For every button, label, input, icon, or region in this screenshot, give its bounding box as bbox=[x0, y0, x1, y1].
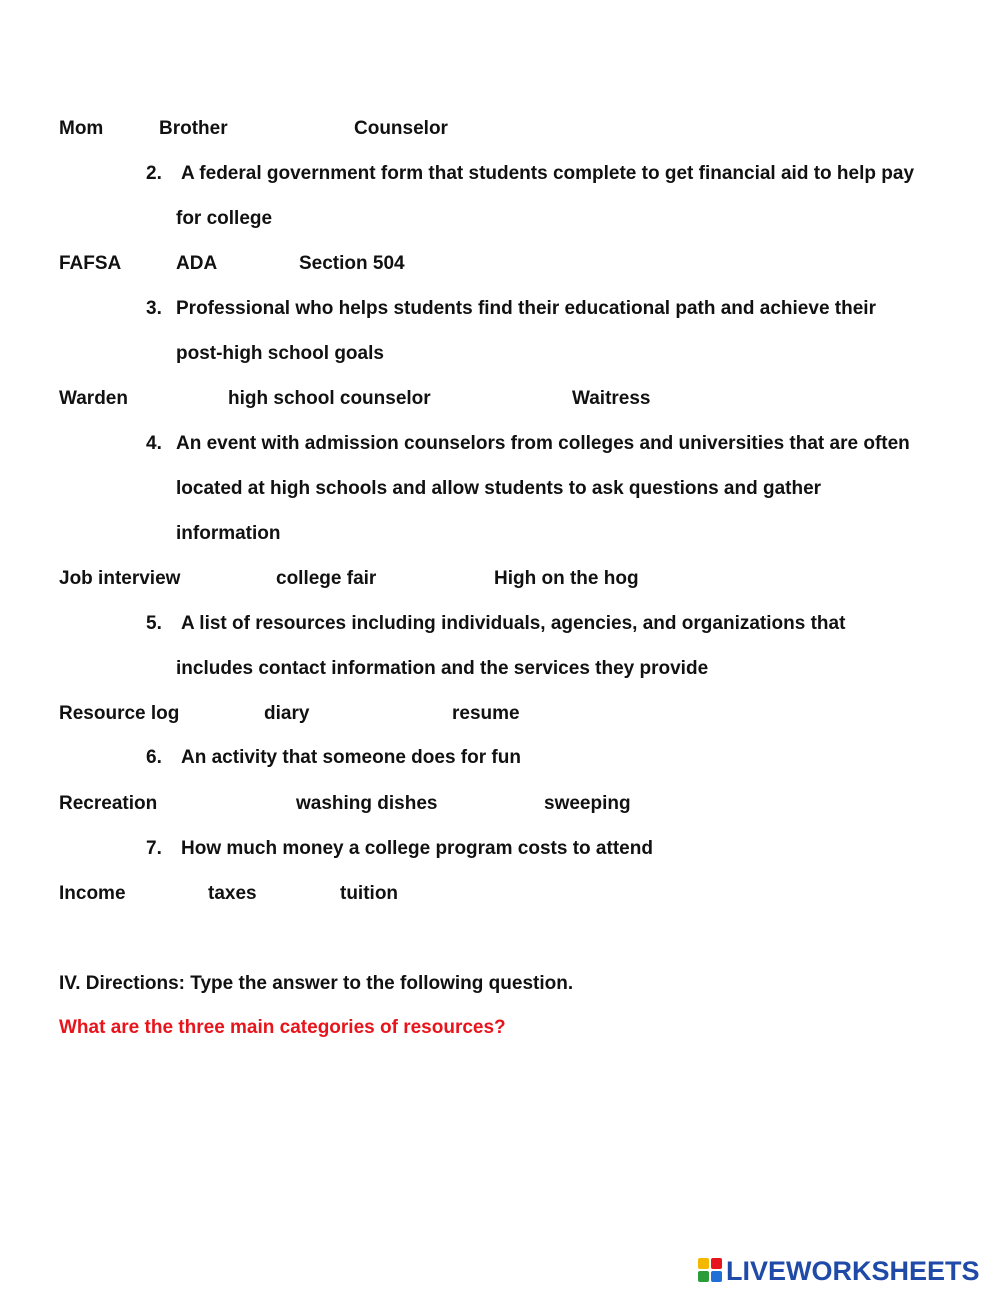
question-5-number: 5. bbox=[146, 613, 162, 634]
option-income[interactable]: Income bbox=[59, 883, 126, 904]
option-counselor[interactable]: Counselor bbox=[354, 118, 448, 139]
liveworksheets-logo bbox=[698, 1257, 980, 1285]
section-iv-directions: IV. Directions: Type the answer to the following question. bbox=[59, 973, 574, 994]
question-3-text-cont: post-high school goals bbox=[176, 343, 384, 364]
option-tuition[interactable]: tuition bbox=[340, 883, 399, 904]
question-3-text: Professional who helps students find their educational path and achieve their bbox=[176, 298, 876, 319]
question-4-text: An event with admission counselors from colleges and universities that are often bbox=[176, 433, 910, 454]
option-waitress[interactable]: Waitress bbox=[572, 388, 651, 409]
option-mom[interactable]: Mom bbox=[59, 118, 104, 139]
question-7-text: How much money a college program costs to attend bbox=[181, 838, 653, 859]
option-job-interview[interactable]: Job interview bbox=[59, 568, 181, 589]
question-6-number: 6. bbox=[146, 747, 162, 768]
option-diary[interactable]: diary bbox=[264, 703, 310, 724]
option-washing-dishes[interactable]: washing dishes bbox=[296, 793, 438, 814]
question-7-number: 7. bbox=[146, 838, 162, 859]
option-resource-log[interactable]: Resource log bbox=[59, 703, 180, 724]
option-taxes[interactable]: taxes bbox=[208, 883, 257, 904]
option-brother[interactable]: Brother bbox=[159, 118, 228, 139]
option-sweeping[interactable]: sweeping bbox=[544, 793, 631, 814]
question-4-text-cont-2: information bbox=[176, 523, 281, 544]
question-2-text-cont: for college bbox=[176, 208, 273, 229]
option-recreation[interactable]: Recreation bbox=[59, 793, 158, 814]
option-high-school-counselor[interactable]: high school counselor bbox=[228, 388, 431, 409]
option-section-504[interactable]: Section 504 bbox=[299, 253, 405, 274]
question-2-text: A federal government form that students complete to get financial aid to help pay bbox=[181, 163, 915, 184]
logo-text: LIVEWORKSHEETS bbox=[726, 1255, 980, 1286]
question-4-text-cont: located at high schools and allow students to ask questions and gather bbox=[176, 478, 822, 499]
option-high-on-the-hog[interactable]: High on the hog bbox=[494, 568, 639, 589]
question-5-text-cont: includes contact information and the services they provide bbox=[176, 658, 709, 679]
option-college-fair[interactable]: college fair bbox=[276, 568, 377, 589]
question-6-text: An activity that someone does for fun bbox=[181, 747, 521, 768]
question-2-number: 2. bbox=[146, 163, 162, 184]
question-4-number: 4. bbox=[146, 433, 162, 454]
option-fafsa[interactable]: FAFSA bbox=[59, 253, 122, 274]
question-3-number: 3. bbox=[146, 298, 162, 319]
option-resume[interactable]: resume bbox=[452, 703, 520, 724]
question-5-text: A list of resources including individuals, agencies, and organizations that bbox=[181, 613, 846, 634]
logo-mark-icon bbox=[698, 1258, 724, 1284]
option-warden[interactable]: Warden bbox=[59, 388, 128, 409]
section-iv-question: What are the three main categories of resources? bbox=[59, 1017, 506, 1038]
option-ada[interactable]: ADA bbox=[176, 253, 218, 274]
